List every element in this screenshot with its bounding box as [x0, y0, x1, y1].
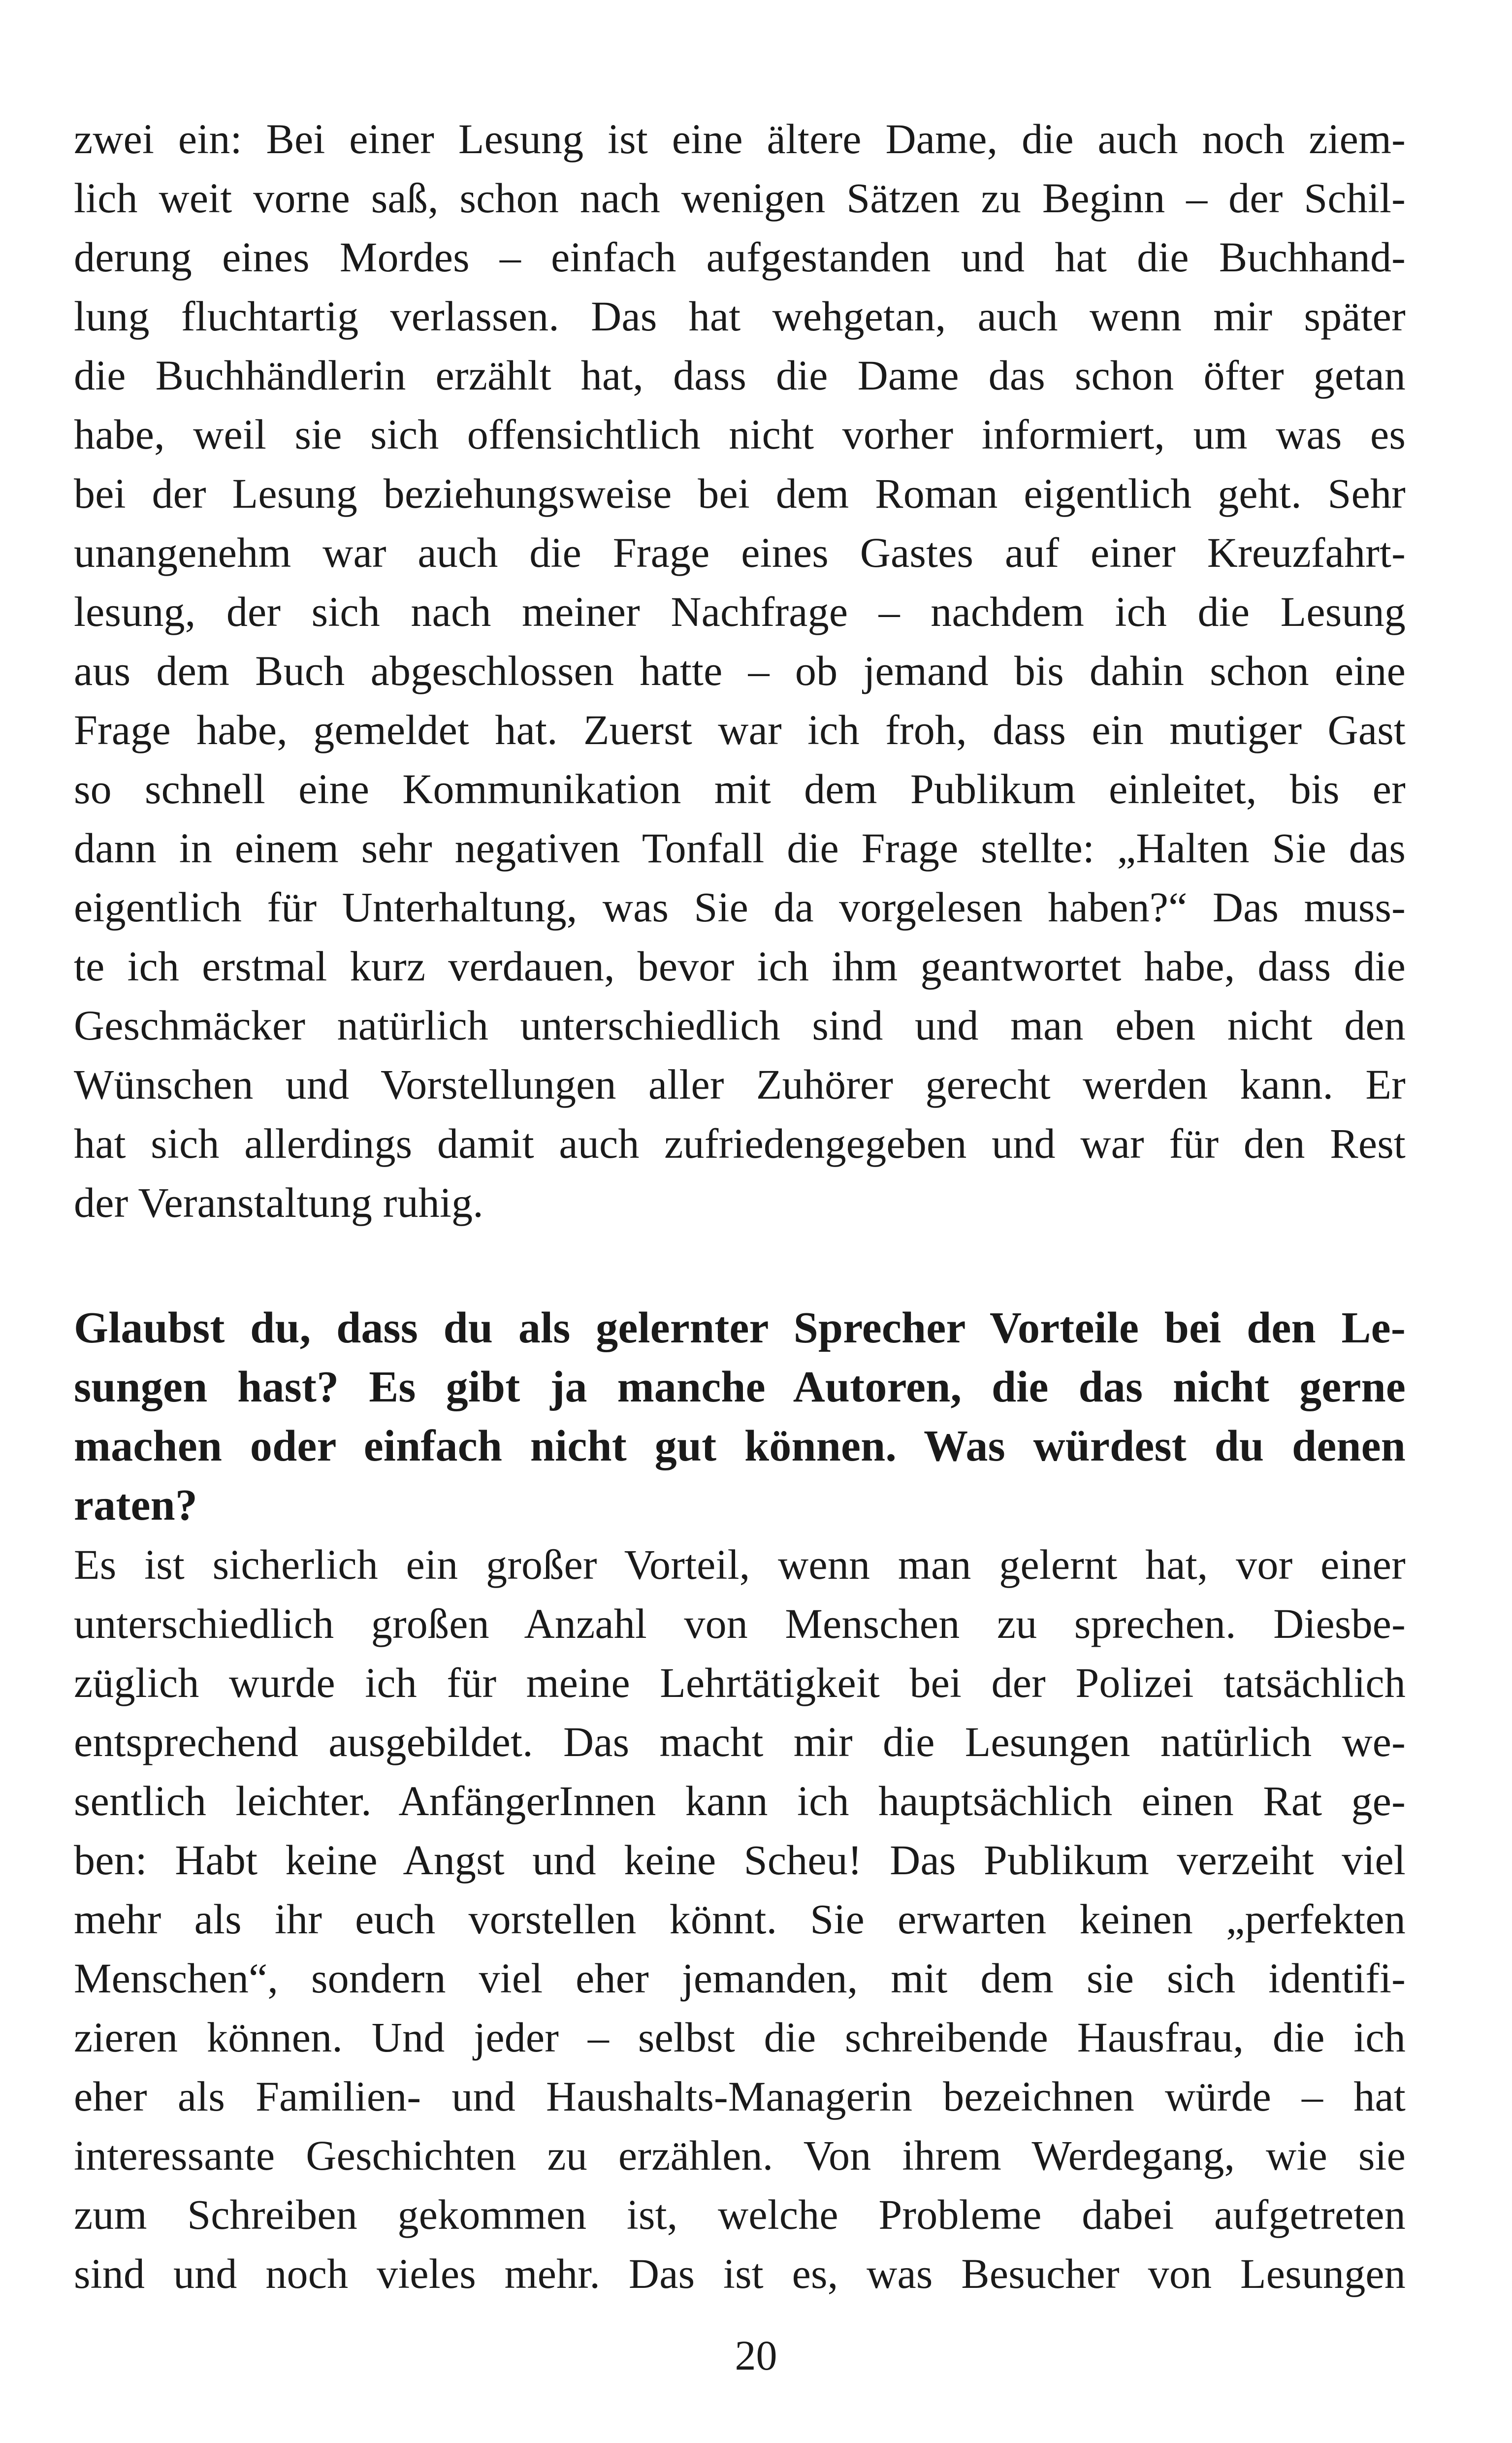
heading-line: sungen hast? Es gibt ja manche Autoren, die das nicht gerne — [74, 1363, 1406, 1411]
text-line: Wünschen und Vorstellungen aller Zuhörer gerecht werden kann. Er — [74, 1061, 1406, 1108]
text-line: zwei ein: Bei einer Lesung ist eine ältere Dame, die auch noch ziem- — [74, 115, 1406, 163]
heading-line: Glaubst du, dass du als gelernter Sprecher Vorteile bei den Le- — [74, 1303, 1406, 1352]
heading-line: machen oder einfach nicht gut können. Was würdest du denen — [74, 1422, 1406, 1470]
text-line: unangenehm war auch die Frage eines Gastes auf einer Kreuzfahrt- — [74, 529, 1406, 576]
text-line: der Veranstaltung ruhig. — [74, 1179, 483, 1226]
text-line: lung fluchtartig verlassen. Das hat wehgetan, auch wenn mir später — [74, 293, 1406, 340]
text-line: dann in einem sehr negativen Tonfall die Frage stellte: „Halten Sie das — [74, 824, 1406, 872]
text-line: Geschmäcker natürlich unterschiedlich sind und man eben nicht den — [74, 1002, 1406, 1049]
text-line: so schnell eine Kommunikation mit dem Publikum einleitet, bis er — [74, 765, 1406, 813]
text-line: eher als Familien- und Haushalts-Managerin bezeichnen würde – hat — [74, 2073, 1406, 2120]
text-line: interessante Geschichten zu erzählen. Von ihrem Werdegang, wie sie — [74, 2132, 1406, 2179]
text-line: aus dem Buch abgeschlossen hatte – ob jemand bis dahin schon eine — [74, 647, 1406, 694]
body-paragraph-1 — [74, 109, 1406, 1232]
body-paragraph-2 — [74, 1535, 1406, 2303]
text-line: unterschiedlich großen Anzahl von Menschen zu sprechen. Diesbe- — [74, 1600, 1406, 1647]
text-line: te ich erstmal kurz verdauen, bevor ich ihm geantwortet habe, dass die — [74, 943, 1406, 990]
text-line: bei der Lesung beziehungsweise bei dem Roman eigentlich geht. Sehr — [74, 470, 1406, 517]
text-line: hat sich allerdings damit auch zufriedengegeben und war für den Rest — [74, 1120, 1406, 1167]
text-line: Menschen“, sondern viel eher jemanden, mit dem sie sich identifi- — [74, 1954, 1406, 2002]
text-line: ben: Habt keine Angst und keine Scheu! Das Publikum verzeiht viel — [74, 1836, 1406, 1884]
text-line: derung eines Mordes – einfach aufgestanden und hat die Buchhand- — [74, 233, 1406, 281]
text-line: zum Schreiben gekommen ist, welche Probleme dabei aufgetreten — [74, 2191, 1406, 2238]
text-line: züglich wurde ich für meine Lehrtätigkeit bei der Polizei tatsächlich — [74, 1659, 1406, 1706]
text-line: zieren können. Und jeder – selbst die schreibende Hausfrau, die ich — [74, 2014, 1406, 2061]
text-line: Frage habe, gemeldet hat. Zuerst war ich froh, dass ein mutiger Gast — [74, 706, 1406, 753]
text-line: eigentlich für Unterhaltung, was Sie da vorgelesen haben?“ Das muss- — [74, 883, 1406, 931]
text-line: mehr als ihr euch vorstellen könnt. Sie erwarten keinen „perfekten — [74, 1895, 1406, 1943]
text-line: die Buchhändlerin erzählt hat, dass die Dame das schon öfter getan — [74, 352, 1406, 399]
text-line: Es ist sicherlich ein großer Vorteil, wenn man gelernt hat, vor einer — [74, 1541, 1406, 1588]
interview-question-heading — [74, 1299, 1406, 1535]
text-line: sind und noch vieles mehr. Das ist es, was Besucher von Lesungen — [74, 2250, 1406, 2297]
text-line: entsprechend ausgebildet. Das macht mir die Lesungen natürlich we- — [74, 1718, 1406, 1765]
text-line: lich weit vorne saß, schon nach wenigen Sätzen zu Beginn – der Schil- — [74, 174, 1406, 222]
page-number: 20 — [735, 2332, 777, 2379]
text-line: habe, weil sie sich offensichtlich nicht vorher informiert, um was es — [74, 411, 1406, 458]
text-line: lesung, der sich nach meiner Nachfrage – nachdem ich die Lesung — [74, 588, 1406, 635]
heading-line: raten? — [74, 1481, 198, 1530]
text-line: sentlich leichter. AnfängerInnen kann ich hauptsächlich einen Rat ge- — [74, 1777, 1406, 1824]
